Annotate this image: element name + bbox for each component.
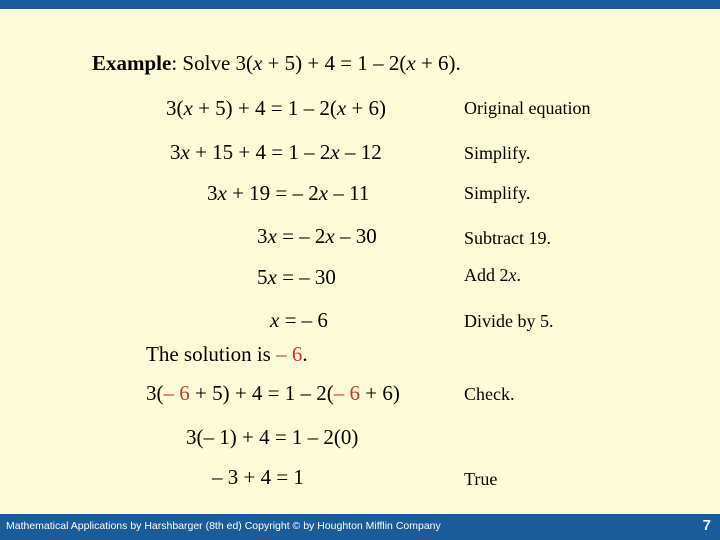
check-substituted-value: – 6 bbox=[333, 381, 361, 405]
page-number: 7 bbox=[702, 517, 711, 534]
step-equation: 3x + 15 + 4 = 1 – 2x – 12 bbox=[170, 140, 382, 164]
check-result: – 3 + 4 = 1 bbox=[212, 465, 304, 489]
check-verdict: True bbox=[464, 469, 498, 489]
step-note: Simplify. bbox=[464, 183, 531, 203]
footer-bar bbox=[0, 514, 720, 540]
solution-value: – 6 bbox=[276, 342, 303, 366]
slide-body bbox=[0, 9, 720, 514]
slide-title bbox=[92, 51, 461, 76]
check-simplified: 3(– 1) + 4 = 1 – 2(0) bbox=[186, 425, 359, 449]
step-equation: 3(x + 5) + 4 = 1 – 2(x + 6) bbox=[166, 96, 387, 120]
step-note: Add 2x. bbox=[464, 265, 521, 285]
step-equation: x = – 6 bbox=[270, 308, 328, 332]
title-text: : Solve 3(x + 5) + 4 = 1 – 2(x + 6). bbox=[171, 51, 461, 75]
check-part: + 5) + 4 = 1 – 2( bbox=[189, 381, 334, 405]
check-equation bbox=[146, 381, 400, 406]
top-bar bbox=[0, 0, 720, 9]
step-note: Original equation bbox=[464, 98, 591, 118]
step-note: Subtract 19. bbox=[464, 228, 551, 248]
step-equation: 3x + 19 = – 2x – 11 bbox=[207, 181, 370, 205]
solution-prefix: The solution is bbox=[146, 342, 277, 366]
check-substituted-value: – 6 bbox=[163, 381, 190, 405]
step-equation: 5x = – 30 bbox=[257, 265, 336, 289]
title-label: Example bbox=[92, 51, 172, 75]
step-equation: 3x = – 2x – 30 bbox=[257, 224, 377, 248]
check-note: Check. bbox=[464, 384, 515, 404]
solution-suffix: . bbox=[302, 342, 308, 366]
check-part: 3( bbox=[146, 381, 164, 405]
solution-statement bbox=[146, 342, 308, 367]
step-note: Simplify. bbox=[464, 143, 531, 163]
footer-credit: Mathematical Applications by Harshbarger (8th ed) Copyright © by Houghton Mifflin Company bbox=[6, 520, 441, 532]
step-note: Divide by 5. bbox=[464, 311, 554, 331]
check-part: + 6) bbox=[360, 381, 400, 405]
